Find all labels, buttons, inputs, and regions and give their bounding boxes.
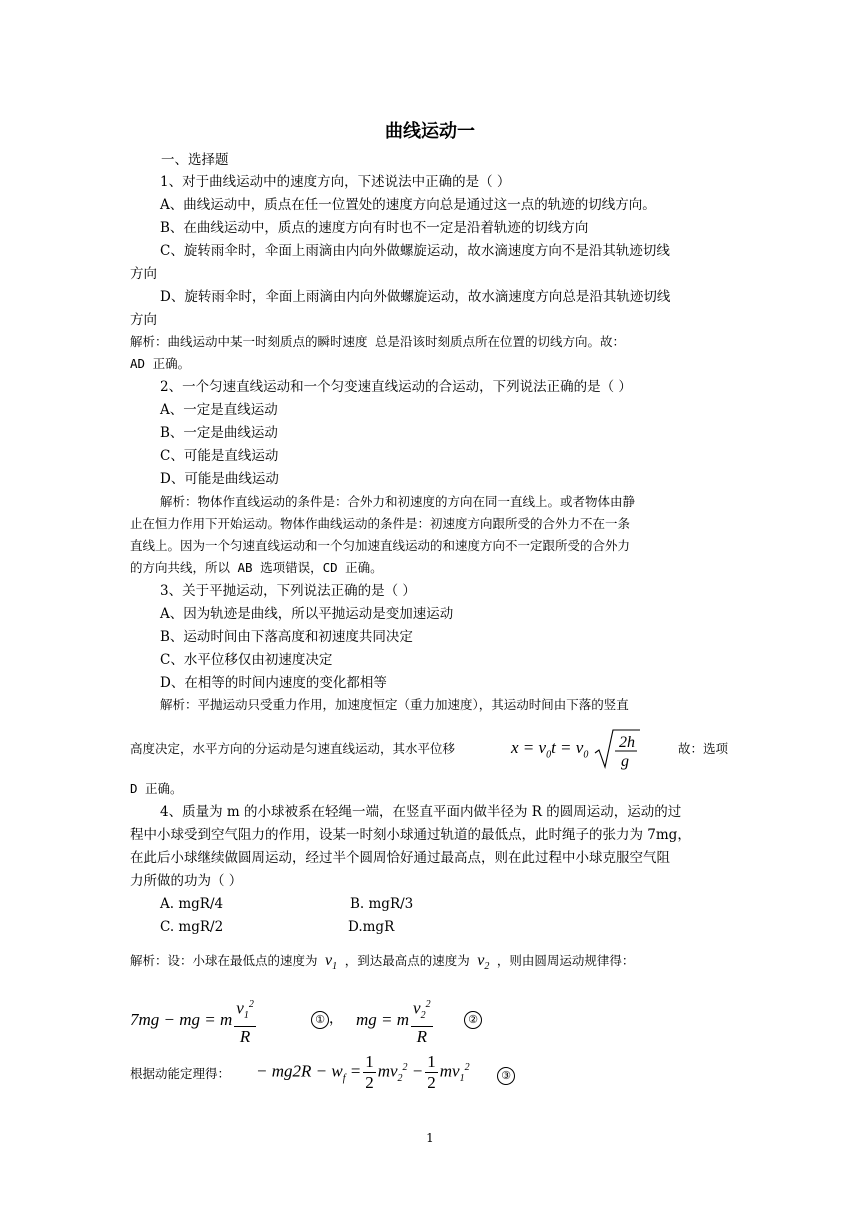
q3-option-a: A、因为轨迹是曲线，所以平抛运动是变加速运动 xyxy=(160,606,454,622)
q1-option-d-cont: 方向 xyxy=(130,312,157,328)
q1-option-c-cont: 方向 xyxy=(130,266,157,282)
q2-analysis-cont-1: 止在恒力作用下开始运动。物体作曲线运动的条件是：初速度方向跟所受的合外力不在一条 xyxy=(130,516,631,531)
q4-option-d: D.mgR xyxy=(348,919,395,935)
q2-option-a: A、一定是直线运动 xyxy=(160,402,278,418)
equation-3-marker: ③ xyxy=(497,1064,515,1085)
equation-3: − $mg2R - w_f$ = $\frac{1}{2}$ $mv_2^2$ − $\frac{1}{2}$ $mv_1^2$ xyxy=(256,1052,470,1092)
equation-1: 7mg − mg = m $\frac{v_1^2}{R}$ xyxy=(130,995,258,1047)
q3-formula: $x = v_0t = v_0$ 2h g xyxy=(511,727,641,771)
q4-option-a: A. mgR/4 xyxy=(160,896,224,912)
q2-stem: 2、一个匀速直线运动和一个匀变速直线运动的合运动，下列说法正确的是（ ） xyxy=(160,379,632,395)
equation-2: mg = m $\frac{v_2^2}{R}$ xyxy=(356,995,435,1047)
q1-analysis: 解析：曲线运动中某一时刻质点的瞬时速度 总是沿该时刻质点所在位置的切线方向。故： xyxy=(130,334,626,349)
q2-analysis-cont-2: 直线上。因为一个匀速直线运动和一个匀加速直线运动的和速度方向不一定跟所受的合外力 xyxy=(130,538,631,553)
v1-symbol: $v_1$ xyxy=(325,952,338,973)
page-number: 1 xyxy=(426,1131,434,1145)
q1-option-b: B、在曲线运动中，质点的速度方向有时也不一定是沿着轨迹的切线方向 xyxy=(160,220,589,236)
q3-option-b: B、运动时间由下落高度和初速度共同决定 xyxy=(160,629,413,645)
q4-analysis-part2: ，到达最高点的速度为 xyxy=(344,953,470,968)
q2-option-c: C、可能是直线运动 xyxy=(160,448,279,464)
q3-analysis-cont: 高度决定，水平方向的分运动是匀速直线运动，其水平位移 xyxy=(130,741,456,756)
sqrt-symbol xyxy=(593,727,641,771)
q4-option-b: B. mgR/3 xyxy=(350,896,414,912)
equation-3-label: 根据动能定理得： xyxy=(130,1066,231,1081)
q4-analysis-part1: 解析：设：小球在最低点的速度为 xyxy=(130,953,318,968)
q4-stem-cont-3: 力所做的功为（ ） xyxy=(130,873,243,889)
q2-analysis: 解析：物体作直线运动的条件是：合外力和初速度的方向在同一直线上。或者物体由静 xyxy=(160,494,636,509)
q2-option-b: B、一定是曲线运动 xyxy=(160,425,278,441)
svg-text:2h: 2h xyxy=(618,734,635,751)
q2-analysis-cont-3: 的方向共线，所以 AB 选项错误，CD 正确。 xyxy=(130,560,383,575)
v2-symbol: $v_2$ xyxy=(477,952,490,973)
q1-option-d: D、旋转雨伞时，伞面上雨滴由内向外做螺旋运动，故水滴速度方向总是沿其轨迹切线 xyxy=(160,289,671,305)
q4-analysis-part3: ，则由圆周运动规律得： xyxy=(496,953,635,968)
q1-option-a: A、曲线运动中，质点在任一位置处的速度方向总是通过这一点的轨迹的切线方向。 xyxy=(160,197,656,213)
q3-option-c: C、水平位移仅由初速度决定 xyxy=(160,652,333,668)
q3-analysis-conclusion: 故：选项 xyxy=(678,741,729,756)
q4-stem: 4、质量为 m 的小球被系在轻绳一端，在竖直平面内做半径为 R 的圆周运动，运动的过 xyxy=(160,804,682,820)
q4-stem-cont-1: 程中小球受到空气阻力的作用，设某一时刻小球通过轨道的最低点，此时绳子的张力为 7mg， xyxy=(130,827,691,843)
q3-analysis-end: D 正确。 xyxy=(130,781,183,796)
svg-text:g: g xyxy=(620,753,629,770)
equation-2-marker: ② xyxy=(464,1008,482,1029)
q4-option-c: C. mgR/2 xyxy=(160,919,224,935)
section-heading: 一、选择题 xyxy=(161,152,229,168)
equation-1-marker: ① ， xyxy=(311,1008,343,1029)
q1-analysis-cont: AD 正确。 xyxy=(130,356,191,371)
q1-option-c: C、旋转雨伞时，伞面上雨滴由内向外做螺旋运动，故水滴速度方向不是沿其轨迹切线 xyxy=(160,243,670,259)
q3-option-d: D、在相等的时间内速度的变化都相等 xyxy=(160,675,387,691)
q4-analysis xyxy=(130,950,634,978)
q3-stem: 3、关于平抛运动，下列说法正确的是（ ） xyxy=(160,583,416,599)
q4-stem-cont-2: 在此后小球继续做圆周运动，经过半个圆周恰好通过最高点，则在此过程中小球克服空气阻 xyxy=(130,850,670,866)
q2-option-d: D、可能是曲线运动 xyxy=(160,471,279,487)
q3-analysis: 解析：平抛运动只受重力作用，加速度恒定（重力加速度），其运动时间由下落的竖直 xyxy=(160,697,629,712)
page-title: 曲线运动一 xyxy=(385,121,475,142)
q1-stem: 1、对于曲线运动中的速度方向，下述说法中正确的是（ ） xyxy=(160,174,511,190)
